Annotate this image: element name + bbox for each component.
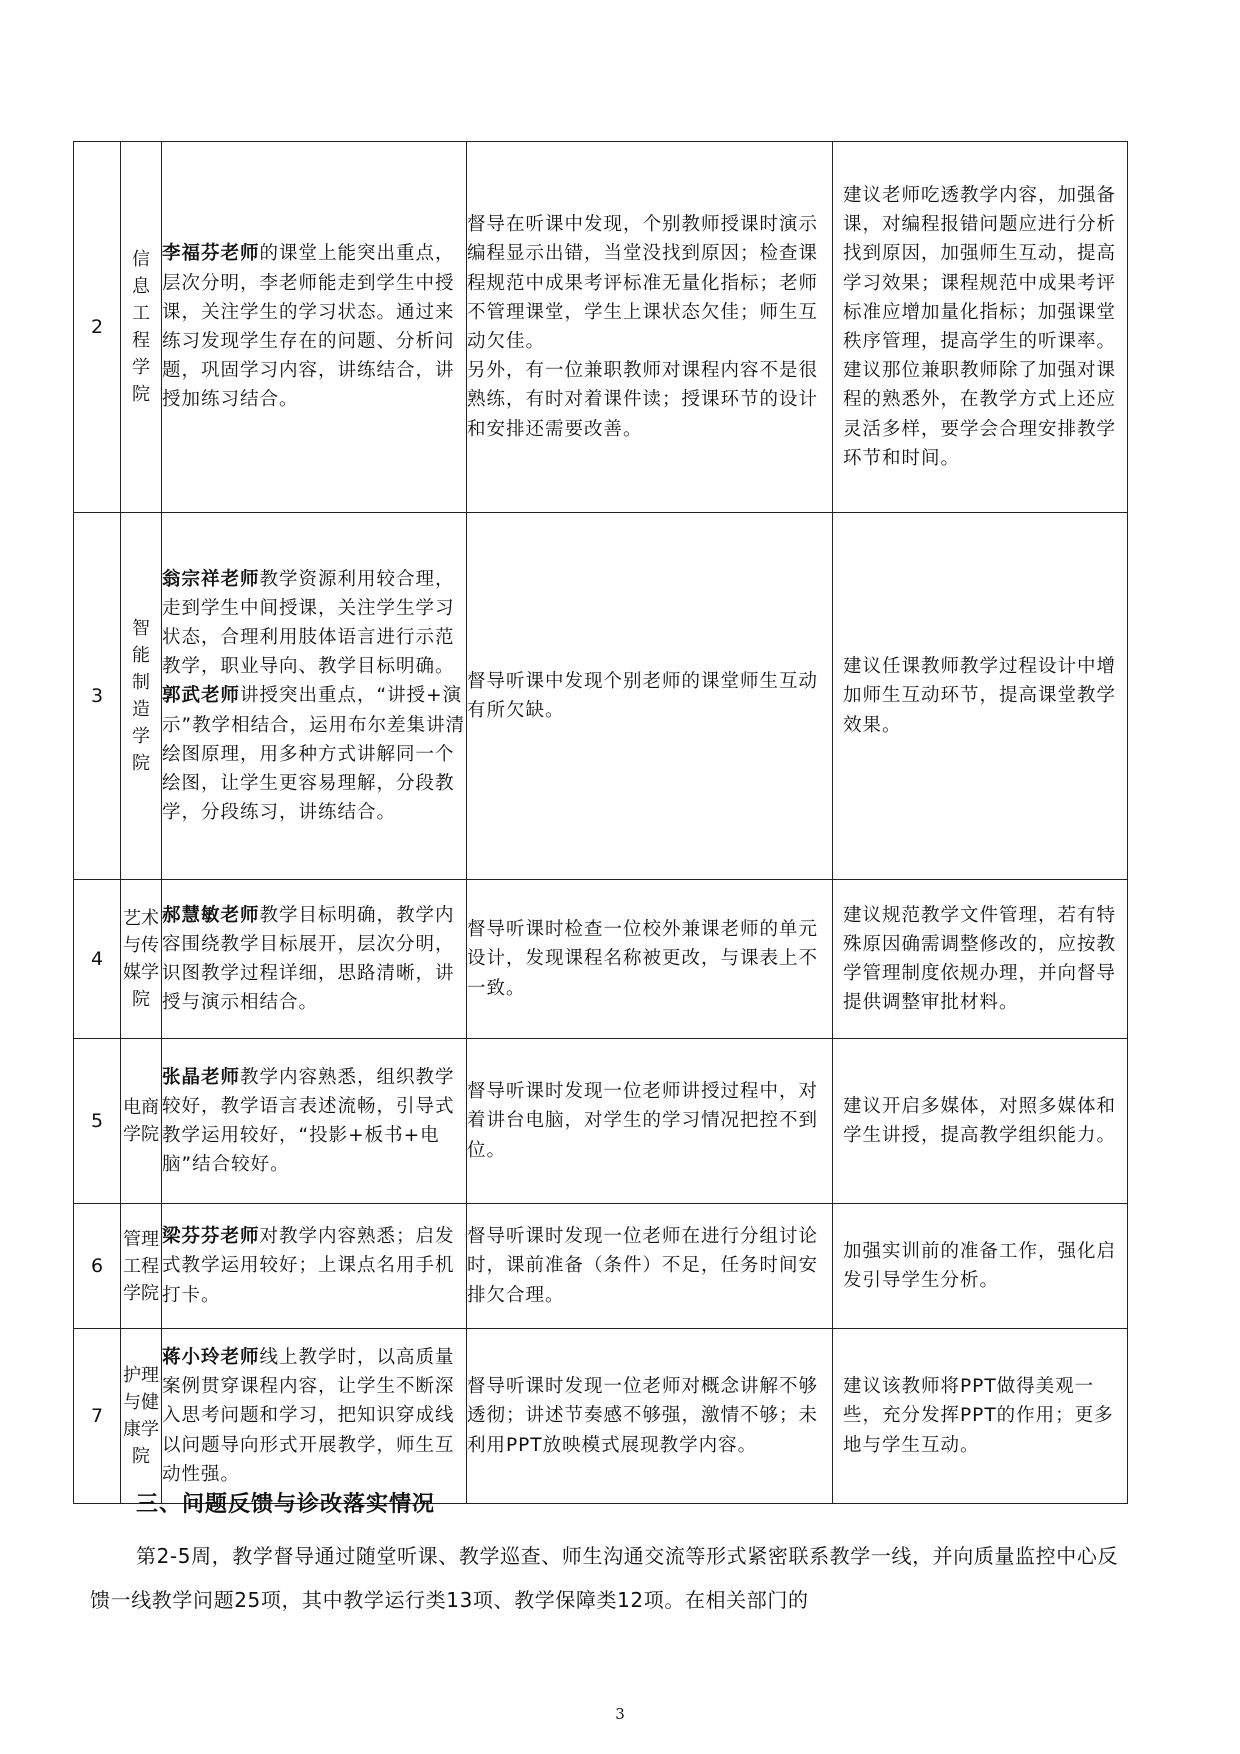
highlight-text: 讲授突出重点，“讲授+演示”教学相结合，运用布尔差集讲清绘图原理，用多种方式讲解同一个绘图，让学生更容易理解，分段教学，分段练习，讲练结合。 [162,685,466,824]
suggestion-cell: 建议规范教学文件管理，若有特殊原因确需调整修改的，应按教学管理制度依规办理，并向督导提供调整审批材料。 [833,880,1128,1039]
row-number: 3 [74,513,121,880]
table-row [74,142,1128,513]
section-paragraph [90,1534,1132,1622]
problem-cell: 督导听课中发现个别老师的课堂师生互动有所欠缺。 [467,513,833,880]
suggestion-cell: 建议该教师将PPT做得美观一些，充分发挥PPT的作用；更多地与学生互动。 [833,1329,1128,1504]
table-row [74,1039,1128,1204]
table-row [74,513,1128,880]
table-row [74,1329,1128,1504]
highlight-text: 教学目标明确，教学内容围绕教学目标展开，层次分明，识图教学过程详细，思路清晰，讲授与演示相结合。 [162,904,455,1014]
problem-cell: 督导在听课中发现，个别教师授课时演示编程显示出错，当堂没找到原因；检查课程规范中成果考评标准无量化指标；老师不管理课堂，学生上课状态欠佳；师生互动欠佳。 另外，有一位兼职教师对课程内容不是很熟练，有时对着课件读；授课环节的设计和安排还需要改善。 [467,142,833,513]
page-number: 3 [615,1705,625,1723]
row-number: 4 [74,880,121,1039]
row-number: 7 [74,1329,121,1504]
section-heading: 三、问题反馈与诊改落实情况 [136,1492,436,1517]
suggestion-cell: 加强实训前的准备工作，强化启发引导学生分析。 [833,1204,1128,1329]
highlight-cell [162,142,467,513]
highlight-text: 教学内容熟悉，组织教学较好，教学语言表述流畅，引导式教学运用较好，“投影+板书+电脑”结合较好。 [162,1066,455,1176]
suggestion-cell: 建议开启多媒体，对照多媒体和学生讲授，提高教学组织能力。 [833,1039,1128,1204]
supervision-table [73,141,1128,1504]
teacher-name: 李福芬老师 [162,243,260,265]
teacher-name: 蒋小玲老师 [162,1346,260,1368]
college-name: 智 能 制 造 学 院 [121,513,162,880]
problem-cell: 督导听课时发现一位老师在进行分组讨论时，课前准备（条件）不足，任务时间安排欠合理。 [467,1204,833,1329]
highlight-text: 的课堂上能突出重点，层次分明，李老师能走到学生中授课，关注学生的学习状态。通过来练习发现学生存在的问题、分析问题，巩固学习内容，讲练结合，讲授加练习结合。 [162,243,455,411]
college-name: 艺术 与传 媒学 院 [121,880,162,1039]
highlight-cell [162,1329,467,1504]
row-number: 6 [74,1204,121,1329]
highlight-text: 教学资源利用较合理，走到学生中间授课，关注学生学习状态，合理利用肢体语言进行示范教学，职业导向、教学目标明确。 [162,568,455,678]
highlight-cell [162,1039,467,1204]
teacher-name: 郝慧敏老师 [162,904,260,926]
suggestion-cell: 建议老师吃透教学内容，加强备课，对编程报错问题应进行分析找到原因，加强师生互动，提高学习效果；课程规范中成果考评标准应增加量化指标；加强课堂秩序管理，提高学生的听课率。建议那位兼职教师除了加强对课程的熟悉外，在教学方式上还应灵活多样，要学会合理安排教学环节和时间。 [833,142,1128,513]
highlight-text: 对教学内容熟悉；启发式教学运用较好；上课点名用手机打卡。 [162,1226,455,1306]
highlight-text: 线上教学时，以高质量案例贯穿课程内容，让学生不断深入思考问题和学习，把知识穿成线以问题导向形式开展教学，师生互动性强。 [162,1346,455,1485]
problem-cell: 督导听课时发现一位老师讲授过程中，对着讲台电脑，对学生的学习情况把控不到位。 [467,1039,833,1204]
highlight-cell [162,513,467,880]
teacher-name: 翁宗祥老师 [162,568,260,590]
problem-cell: 督导听课时检查一位校外兼课老师的单元设计，发现课程名称被更改，与课表上不一致。 [467,880,833,1039]
college-name: 护理 与健 康学 院 [121,1329,162,1504]
row-number: 2 [74,142,121,513]
college-name: 电商 学院 [121,1039,162,1204]
problem-cell: 督导听课时发现一位老师对概念讲解不够透彻；讲述节奏感不够强，激情不够；未利用PPT放映模式展现教学内容。 [467,1329,833,1504]
suggestion-cell: 建议任课教师教学过程设计中增加师生互动环节，提高课堂教学效果。 [833,513,1128,880]
college-name: 管理 工程 学院 [121,1204,162,1329]
highlight-cell [162,1204,467,1329]
table-row [74,880,1128,1039]
teacher-name: 张晶老师 [162,1066,241,1088]
table-row [74,1204,1128,1329]
college-name: 信 息 工 程 学 院 [121,142,162,513]
row-number: 5 [74,1039,121,1204]
paragraph-text: 第2-5周，教学督导通过随堂听课、教学巡查、师生沟通交流等形式紧密联系教学一线，并向质量监控中心反馈一线教学问题25项，其中教学运行类13项、教学保障类12项。在相关部门的 [90,1544,1119,1612]
teacher-name: 梁芬芬老师 [162,1226,260,1248]
teacher-name: 郭武老师 [162,685,241,707]
highlight-cell [162,880,467,1039]
